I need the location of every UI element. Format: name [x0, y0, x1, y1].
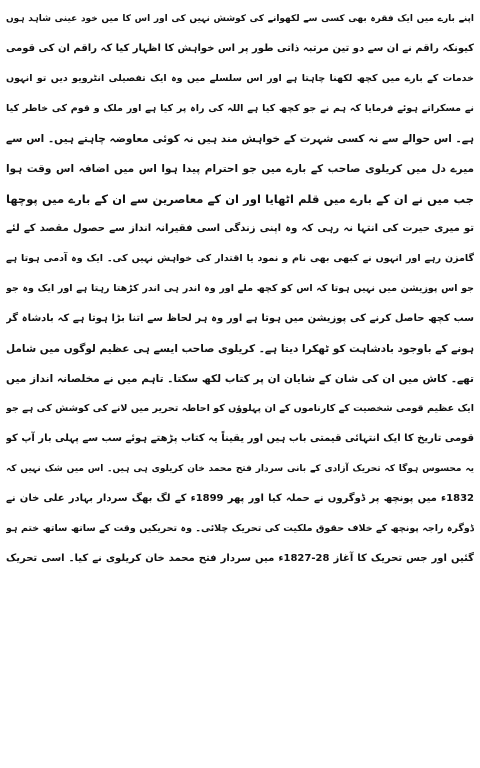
text-line: ایک عظیم قومی شخصیت کے کارناموں کے ان پہلوؤں کو احاطہ تحریر میں لانے کی کوشش کی ہے جو	[6, 403, 474, 414]
text-line: تھے۔ کاش میں ان کی شان کے شایان ان پر کتاب لکھ سکتا۔ تاہم میں نے مخلصانہ انداز میں	[6, 373, 474, 385]
text-line: تو میری حیرت کی انتہا نہ رہی کہ وہ اپنی زندگی اسی فقیرانہ انداز سے حصول مقصد کے لئے	[6, 223, 474, 234]
text-line: قومی تاریخ کا ایک انتہائی قیمتی باب ہیں اور یقیناً یہ کتاب پڑھتے ہوئے سب سے پہلی بار آپ کو	[6, 433, 474, 444]
text-line: نے مسکراتے ہوئے فرمایا کہ ہم نے جو کچھ کیا ہے اللہ کی راہ پر کیا ہے اور ملک و قوم کی خاطر کیا	[6, 103, 474, 114]
text-line: یہ محسوس ہوگا کہ تحریک آزادی کے بانی سردار فتح محمد خان کریلوی ہی ہیں۔ اس میں شک نہیں کہ	[6, 464, 474, 474]
text-line: جو اس پوزیشن میں نہیں ہوتا کہ اس کو کچھ ملے اور وہ اندر ہی اندر کڑھتا رہتا ہے اور ایک وہ جو	[6, 283, 474, 294]
text-line: کیونکہ راقم نے ان سے دو تین مرتبہ ذاتی طور پر اس خواہش کا اظہار کیا کہ راقم ان کی قومی	[6, 43, 474, 54]
text-line: جب میں نے ان کے بارے میں قلم اٹھایا اور ان کے معاصرین سے ان کے بارے میں پوچھا	[6, 192, 474, 206]
text-line: ہونے کے باوجود بادشاہت کو ٹھکرا دیتا ہے۔ کریلوی صاحب ایسے ہی عظیم لوگوں میں شامل	[6, 343, 474, 355]
text-line: ڈوگرہ راجہ پونچھ کے خلاف حقوق ملکیت کی تحریک چلائی۔ وہ تحریکیں وقت کے ساتھ ساتھ ختم ہو	[6, 523, 474, 534]
text-line: خدمات کے بارے میں کچھ لکھنا چاہتا ہے اور اس سلسلے میں وہ ایک تفصیلی انٹرویو دیں تو انہوں	[6, 73, 474, 84]
text-line: 1832ء میں پونچھ پر ڈوگروں نے حملہ کیا اور پھر 1899ء کے لگ بھگ سردار بہادر علی خان نے	[6, 493, 474, 504]
text-line: میرے دل میں کریلوی صاحب کے بارے میں جو احترام پیدا ہوا اس میں اضافہ اس وقت ہوا	[6, 163, 474, 175]
text-line: گئیں اور جس تحریک کا آغاز 28-1827ء میں سردار فتح محمد خان کریلوی نے کیا۔ اسی تحریک	[6, 553, 474, 564]
text-line: گامزن رہے اور انہوں نے کبھی بھی نام و نمود یا اقتدار کی خواہش نہیں کی۔ ایک وہ آدمی ہوتا ہے	[6, 253, 474, 264]
text-line: اپنے بارے میں ایک فقرہ بھی کسی سے لکھوانے کی کوشش نہیں کی اور اس کا میں خود عینی شاہد ہوں	[6, 14, 474, 24]
text-line: ہے۔ اس حوالے سے نہ کسی شہرت کے خواہش مند ہیں نہ کوئی معاوضہ چاہتے ہیں۔ اس سے	[6, 133, 474, 145]
text-line: سب کچھ حاصل کرنے کی پوزیشن میں ہوتا ہے اور وہ ہر لحاظ سے اتنا بڑا ہوتا ہے کہ بادشاہ گر	[6, 313, 474, 324]
